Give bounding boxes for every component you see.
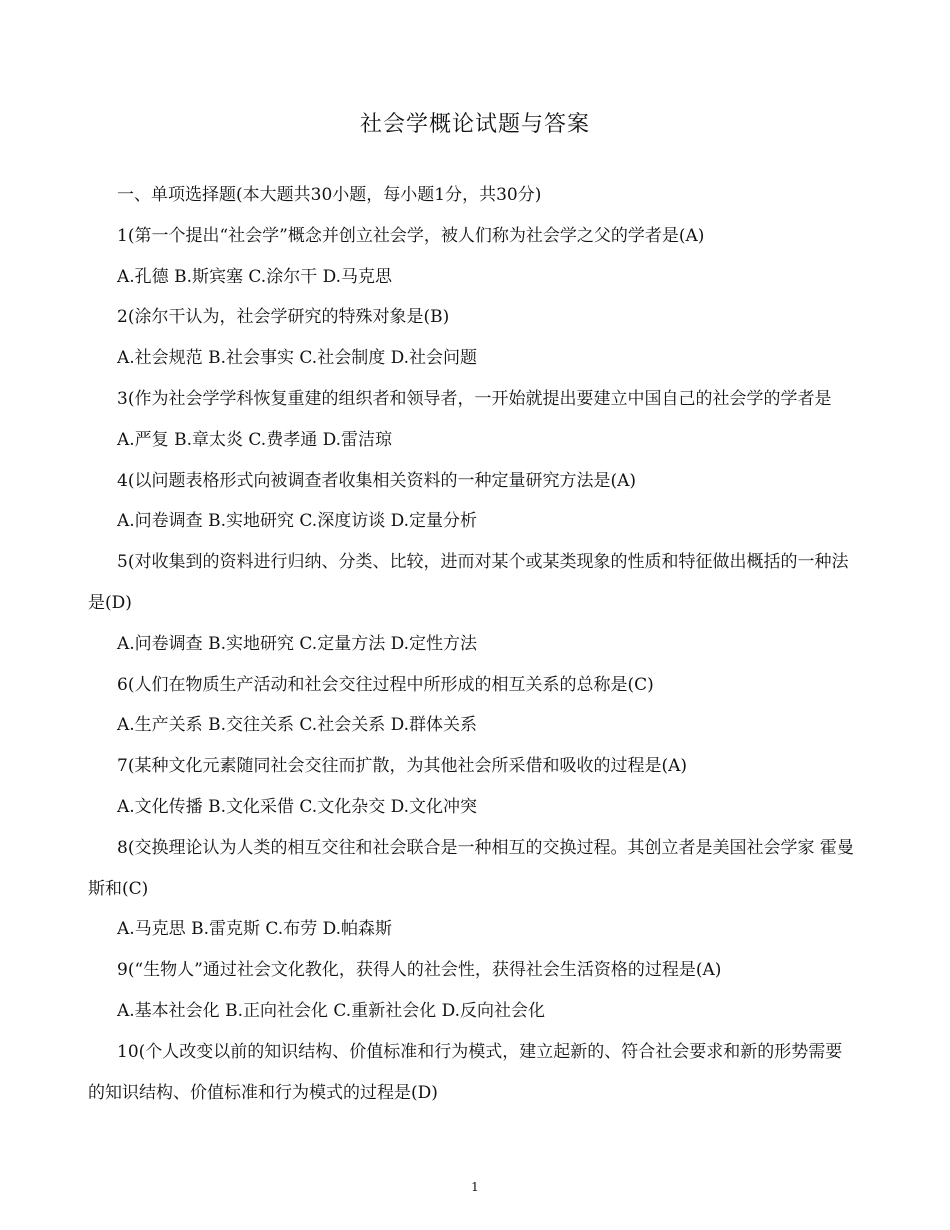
question-4: 4(以问题表格形式向被调查者收集相关资料的一种定量研究方法是(A) [117,470,636,491]
question-7-options: A.文化传播 B.文化采借 C.文化杂交 D.文化冲突 [117,796,478,817]
question-5-options: A.问卷调查 B.实地研究 C.定量方法 D.定性方法 [117,633,478,654]
question-3-options: A.严复 B.章太炎 C.费孝通 D.雷洁琼 [117,429,393,450]
document-title: 社会学概论试题与答案 [359,112,590,137]
question-2-options: A.社会规范 B.社会事实 C.社会制度 D.社会问题 [117,348,478,369]
question-2: 2(涂尔干认为，社会学研究的特殊对象是(B) [117,307,450,328]
page-number: 1 [471,1180,479,1194]
question-7: 7(某种文化元素随同社会交往而扩散，为其他社会所采借和吸收的过程是(A) [117,756,687,777]
question-9: 9(“生物人”通过社会文化教化，获得人的社会性，获得社会生活资格的过程是(A) [117,960,722,981]
document-body [88,175,858,1113]
question-1-options: A.孔德 B.斯宾塞 C.涂尔干 D.马克思 [117,266,393,287]
question-4-options: A.问卷调查 B.实地研究 C.深度访谈 D.定量分析 [117,511,478,532]
question-6-options: A.生产关系 B.交往关系 C.社会关系 D.群体关系 [117,715,478,736]
question-5: 5(对收集到的资料进行归纳、分类、比较，进而对某个或某类现象的性质和特征做出概括的一种法是(D) [88,552,849,613]
question-8-options: A.马克思 B.雷克斯 C.布劳 D.帕森斯 [117,919,393,940]
question-6: 6(人们在物质生产活动和社会交往过程中所形成的相互关系的总称是(C) [117,674,654,695]
question-8: 8(交换理论认为人类的相互交往和社会联合是一种相互的交换过程。其创立者是美国社会学家 霍曼斯和(C) [88,837,854,899]
question-1: 1(第一个提出“社会学”概念并创立社会学，被人们称为社会学之父的学者是(A) [117,225,705,246]
question-3: 3(作为社会学学科恢复重建的组织者和领导者，一开始就提出要建立中国自己的社会学的学者是 [117,388,832,409]
section-heading: 一、单项选择题(本大题共30小题，每小题1分，共30分) [117,185,542,205]
question-9-options: A.基本社会化 B.正向社会化 C.重新社会化 D.反向社会化 [117,1000,546,1021]
question-10: 10(个人改变以前的知识结构、价值标准和行为模式，建立起新的、符合社会要求和新的形势需要的知识结构、价值标准和行为模式的过程是(D) [88,1041,843,1103]
